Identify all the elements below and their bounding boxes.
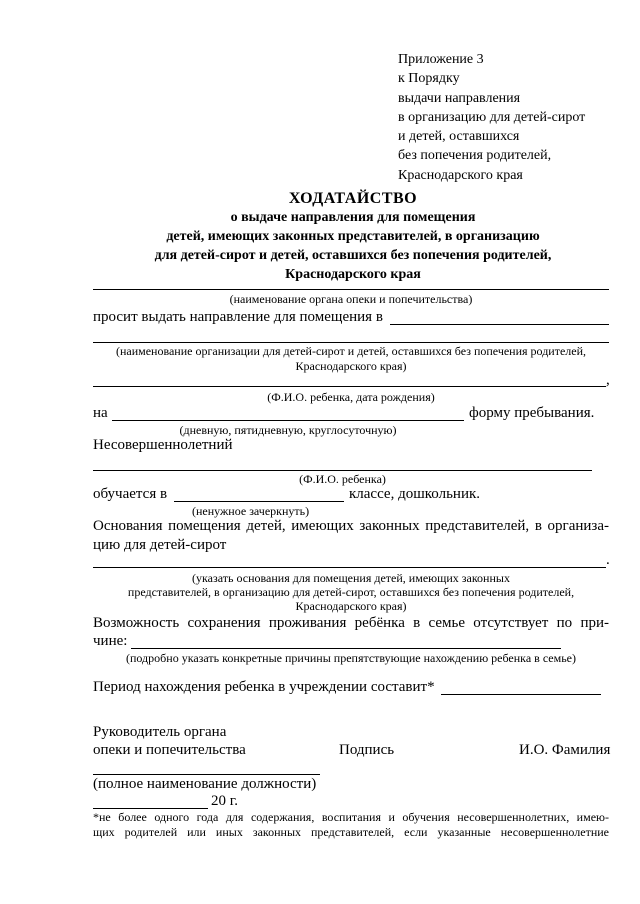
appendix-line: к Порядку [398, 71, 460, 87]
appendix-line: Краснодарского края [398, 167, 523, 183]
organization-field[interactable] [93, 342, 609, 343]
school-field[interactable] [174, 501, 344, 502]
head-title: опеки и попечительства [93, 742, 246, 758]
hint-strike: (ненужное зачеркнуть) [192, 504, 310, 518]
studies-text: обучается в [93, 486, 168, 502]
grounds-text: Основания помещения детей, имеющих законных представителей, в организа- [93, 518, 609, 534]
stay-period-field[interactable] [441, 694, 601, 695]
hint-guardianship-body: (наименование органа опеки и попечительства) [229, 292, 473, 306]
child-name-dob-field[interactable] [93, 386, 606, 387]
hint-grounds: Краснодарского края) [295, 599, 407, 613]
appendix-line: и детей, оставшихся [398, 129, 520, 145]
title-line: для детей-сирот и детей, оставшихся без попечения родителей, [154, 248, 552, 263]
grounds-field[interactable] [93, 567, 606, 568]
comma: , [606, 372, 610, 388]
hint-grounds: (указать основания для помещения детей, имеющих законных [192, 571, 510, 585]
hint-grounds: представителей, в организацию для детей-сирот, оставшихся без попечения родителей, [127, 585, 575, 599]
title-line: о выдаче направления для помещения [230, 210, 476, 225]
footnote: щих родителей или иных законных представителей, если указанные несовершеннолетние [93, 825, 609, 839]
head-title: Руководитель органа [93, 724, 227, 740]
hint-organization: Краснодарского края) [295, 359, 407, 373]
asks-text: просит выдать направление для помещения в [93, 309, 383, 325]
guardianship-body-field[interactable] [93, 289, 609, 290]
footnote: *не более одного года для содержания, воспитания и обучения несовершеннолетних, имею- [93, 810, 609, 824]
stay-period-text: Период нахождения ребенка в учреждении составит* [93, 679, 435, 695]
child-name-field[interactable] [93, 470, 592, 471]
class-text: классе, дошкольник. [349, 486, 481, 502]
organization-field-start[interactable] [390, 324, 609, 325]
sign-label: Подпись [339, 742, 395, 758]
hint-child-name-dob: (Ф.И.О. ребенка, дата рождения) [267, 390, 435, 404]
title-line: детей, имеющих законных представителей, в организацию [166, 229, 540, 244]
stay-form-field[interactable] [112, 420, 464, 421]
on-text: на [93, 405, 108, 421]
appendix-line: в организацию для детей-сирот [398, 109, 586, 125]
title-main: ХОДАТАЙСТВО [288, 190, 418, 207]
possibility-text: чине: [93, 633, 128, 649]
appendix-line: выдачи направления [398, 90, 521, 106]
reasons-field[interactable] [131, 648, 561, 649]
appendix-line: без попечения родителей, [398, 148, 552, 164]
appendix-line: Приложение 3 [398, 52, 484, 67]
grounds-text: цию для детей-сирот [93, 537, 227, 553]
minor-text: Несовершеннолетний [93, 437, 233, 453]
name-label: И.О. Фамилия [519, 742, 611, 758]
position-field[interactable] [93, 774, 320, 775]
period: . [606, 552, 610, 568]
hint-position: (полное наименование должности) [93, 776, 317, 792]
appendix-header [398, 50, 585, 185]
date-field[interactable] [93, 808, 208, 809]
year-suffix: 20 г. [211, 793, 238, 809]
stay-form-text: форму пребывания. [469, 405, 595, 421]
title-line: Краснодарского края [285, 267, 421, 282]
hint-organization: (наименование организации для детей-сирот и детей, оставшихся без попечения родителей, [115, 344, 587, 358]
hint-reasons: (подробно указать конкретные причины препятствующие нахождению ребенка в семье) [125, 651, 577, 665]
document-title [93, 190, 613, 284]
hint-child-name: (Ф.И.О. ребенка) [299, 472, 386, 486]
hint-stay-form: (дневную, пятидневную, круглосуточную) [179, 423, 397, 437]
possibility-text: Возможность сохранения проживания ребёнка в семье отсутствует по при- [93, 615, 609, 631]
